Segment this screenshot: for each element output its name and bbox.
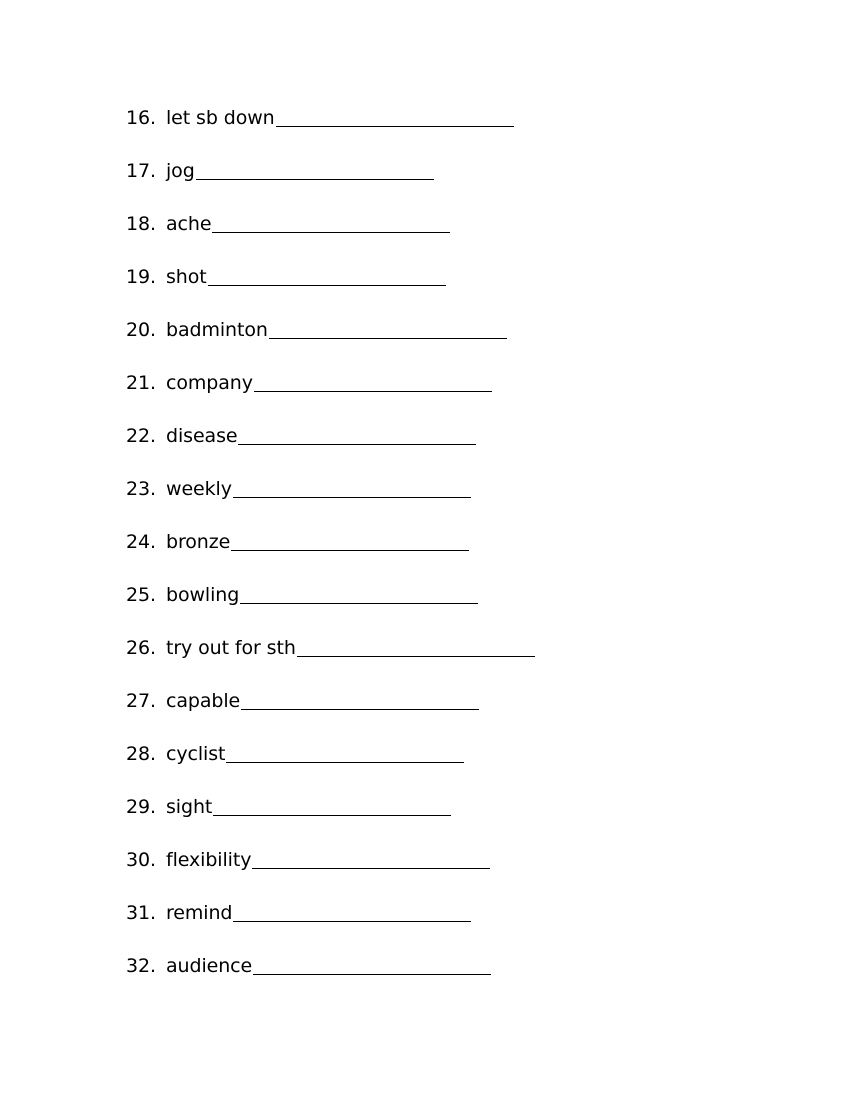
item-term: ache — [166, 213, 212, 235]
item-number: 20. — [126, 319, 156, 341]
item-term: shot — [166, 266, 207, 288]
answer-blank[interactable] — [253, 952, 491, 975]
answer-blank[interactable] — [226, 740, 464, 763]
answer-blank[interactable] — [238, 422, 476, 445]
list-item — [126, 316, 535, 369]
list-item — [126, 899, 535, 952]
item-number: 32. — [126, 955, 156, 977]
list-item — [126, 369, 535, 422]
list-item — [126, 740, 535, 793]
list-item — [126, 157, 535, 210]
list-item — [126, 581, 535, 634]
item-term: let sb down — [166, 107, 275, 129]
item-number: 25. — [126, 584, 156, 606]
list-item — [126, 793, 535, 846]
list-item — [126, 263, 535, 316]
item-term: bronze — [166, 531, 231, 553]
answer-blank[interactable] — [240, 581, 478, 604]
item-term: disease — [166, 425, 238, 447]
item-number: 27. — [126, 690, 156, 712]
item-term: remind — [166, 902, 233, 924]
item-term: cyclist — [166, 743, 226, 765]
item-number: 31. — [126, 902, 156, 924]
item-number: 29. — [126, 796, 156, 818]
item-number: 19. — [126, 266, 156, 288]
answer-blank[interactable] — [252, 846, 490, 869]
list-item — [126, 634, 535, 687]
answer-blank[interactable] — [231, 528, 469, 551]
answer-blank[interactable] — [269, 316, 507, 339]
list-item — [126, 104, 535, 157]
answer-blank[interactable] — [213, 793, 451, 816]
item-number: 22. — [126, 425, 156, 447]
item-term: flexibility — [166, 849, 252, 871]
item-number: 30. — [126, 849, 156, 871]
item-number: 17. — [126, 160, 156, 182]
list-item — [126, 422, 535, 475]
item-term: jog — [166, 160, 195, 182]
answer-blank[interactable] — [254, 369, 492, 392]
answer-blank[interactable] — [241, 687, 479, 710]
answer-blank[interactable] — [212, 210, 450, 233]
answer-blank[interactable] — [208, 263, 446, 286]
item-number: 18. — [126, 213, 156, 235]
item-number: 16. — [126, 107, 156, 129]
item-number: 26. — [126, 637, 156, 659]
list-item — [126, 210, 535, 263]
item-term: audience — [166, 955, 253, 977]
item-term: capable — [166, 690, 241, 712]
answer-blank[interactable] — [297, 634, 535, 657]
answer-blank[interactable] — [233, 475, 471, 498]
list-item — [126, 528, 535, 581]
answer-blank[interactable] — [196, 157, 434, 180]
vocabulary-list — [126, 104, 535, 1005]
item-number: 24. — [126, 531, 156, 553]
item-term: weekly — [166, 478, 232, 500]
list-item — [126, 846, 535, 899]
answer-blank[interactable] — [276, 104, 514, 127]
list-item — [126, 952, 535, 1005]
item-term: badminton — [166, 319, 268, 341]
item-term: sight — [166, 796, 213, 818]
item-number: 28. — [126, 743, 156, 765]
item-term: company — [166, 372, 253, 394]
list-item — [126, 475, 535, 528]
item-number: 23. — [126, 478, 156, 500]
item-number: 21. — [126, 372, 156, 394]
answer-blank[interactable] — [233, 899, 471, 922]
item-term: bowling — [166, 584, 240, 606]
item-term: try out for sth — [166, 637, 296, 659]
list-item — [126, 687, 535, 740]
